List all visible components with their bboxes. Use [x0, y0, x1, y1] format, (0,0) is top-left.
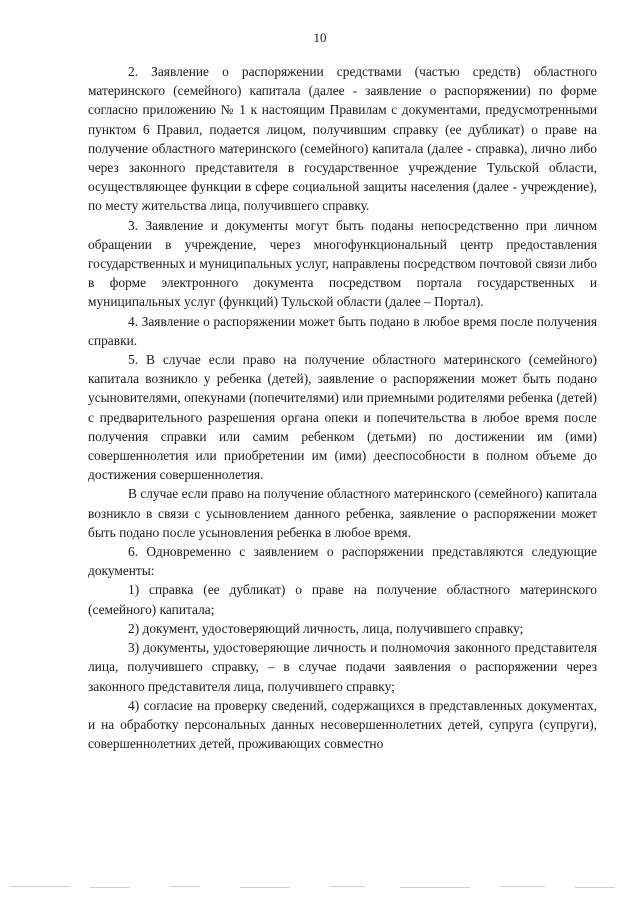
list-item-1: 1) справка (ее дубликат) о праве на получение областного материнского (семейного) капитала; [88, 582, 597, 617]
scan-artifact [400, 887, 470, 888]
scan-artifact [10, 886, 70, 887]
scan-artifact [330, 886, 365, 887]
paragraph-6: 6. Одновременно с заявлением о распоряжении представляются следующие документы: [88, 544, 597, 579]
list-item-4: 4) согласие на проверку сведений, содержащихся в представленных документах, и на обработку персональных данных несовершеннолетних детей, супруга (супруги), совершеннолетних детей, проживающих совместно [88, 697, 597, 752]
scan-artifact [500, 886, 545, 887]
paragraph-5-adoption: В случае если право на получение областного материнского (семейного) капитала возникло в связи с усыновлением данного ребенка, заявление о распоряжении может быть подано после усыновления ребенка в любое время. [88, 486, 597, 540]
list-item-3: 3) документы, удостоверяющие личность и полномочия законного представителя лица, получившего справку, – в случае подачи заявления о распоряжении через законного представителя лица, получившего справку; [88, 640, 597, 694]
paragraph-3: 3. Заявление и документы могут быть поданы непосредственно при личном обращении в учреждение, через многофункциональный центр предоставления государственных и муниципальных услуг, направлены посредством почтовой связи либо в форме электронного документа посредством портала государственных и муниципальных услуг (функций) Тульской области (далее – Портал). [88, 217, 597, 310]
paragraph-4: 4. Заявление о распоряжении может быть подано в любое время после получения справки. [88, 313, 597, 348]
paragraph-5: 5. В случае если право на получение областного материнского (семейного) капитала возникло у ребенка (детей), заявление о распоряжении может быть подано усыновителями, опекунами (попечителями) или приемными родителями ребенка (детей) с предварительного разрешения органа опеки и попечительства в любое время после получения справки или самим ребенком (детьми) по достижении им (ими) совершеннолетия или приобретении им (ими) дееспособности в полном объеме до достижения совершеннолетия. [88, 352, 597, 483]
body-text [88, 62, 597, 753]
paragraph-2: 2. Заявление о распоряжении средствами (частью средств) областного материнского (семейного) капитала (далее - заявление о распоряжении) по форме согласно приложению № 1 к настоящим Правилам с документами, предусмотренными пунктом 6 Правил, подается лицом, получившим справку (ее дубликат) о праве на получение областного материнского (семейного) капитала (далее - справка), лично либо через законного представителя в государственное учреждение Тульской области, осуществляющее функции в сфере социальной защиты населения (далее - учреждение), по месту жительства лица, получившего справку. [88, 64, 597, 214]
scan-artifact [90, 887, 130, 888]
page-number: 10 [313, 30, 327, 45]
scan-artifact [575, 887, 615, 888]
scan-artifact [240, 887, 290, 888]
list-item-2: 2) документ, удостоверяющий личность, лица, получившего справку; [128, 620, 524, 636]
scan-artifact [170, 886, 200, 887]
